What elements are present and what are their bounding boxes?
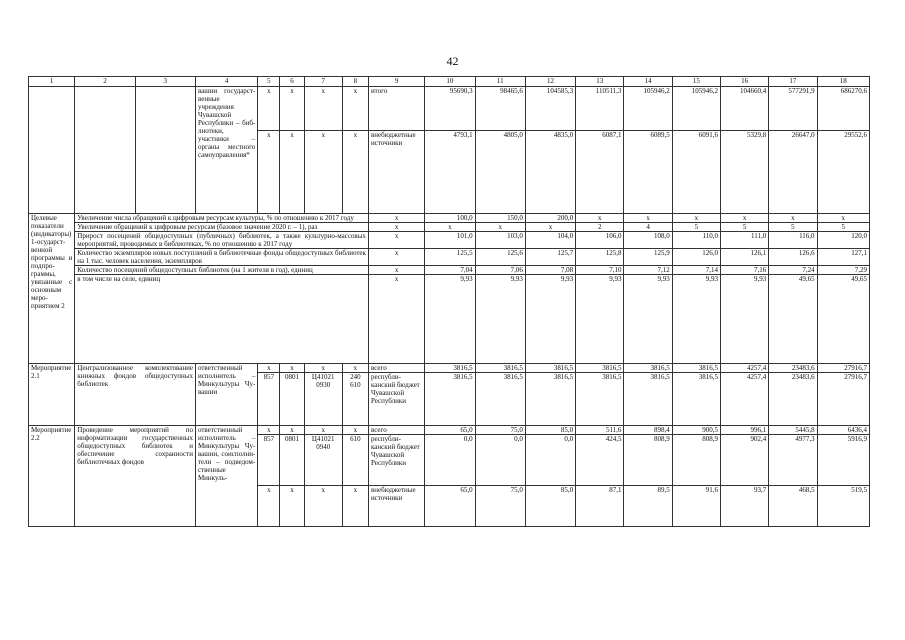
indicator-text: Увеличение обращений к цифровым ресурсам (базовое значение 2020 г. – 1), раз xyxy=(75,223,369,232)
cell: x xyxy=(368,249,424,266)
cell: x xyxy=(258,486,280,527)
col-header: 15 xyxy=(672,77,720,87)
value-cell: 5 xyxy=(769,223,817,232)
cell: x xyxy=(342,426,368,435)
cell: x xyxy=(280,486,304,527)
col-header: 6 xyxy=(280,77,304,87)
value-cell: 3816,5 xyxy=(475,364,525,373)
cell: x xyxy=(258,364,280,373)
value-cell: 0,0 xyxy=(525,435,575,486)
value-cell: 98465,6 xyxy=(475,87,525,131)
participants-cell: вашии государственные учреждения Чувашской Республики – библиотеки, участники – органы местного самоуправления* xyxy=(195,87,257,214)
event-row xyxy=(29,426,870,435)
cell: 240 610 xyxy=(342,373,368,426)
indicator-row xyxy=(29,266,870,275)
column-number-row xyxy=(29,77,870,87)
value-cell: 100,0 xyxy=(425,214,475,223)
event-name: Централизованное комплектование книжных фондов общедоступных библиотек xyxy=(75,364,196,426)
value-cell: 125,6 xyxy=(475,249,525,266)
value-cell: 7,08 xyxy=(525,266,575,275)
value-cell: 7,14 xyxy=(672,266,720,275)
value-cell: 511,6 xyxy=(576,426,624,435)
value-cell: 519,5 xyxy=(817,486,869,527)
indicator-text: Количество экземпляров новых поступлений в библиотечные фонды общедоступных библиотек на 1 тыс. человек населения, экземпляров xyxy=(75,249,369,266)
funding-source: итого xyxy=(368,87,424,131)
value-cell: 4257,4 xyxy=(721,364,769,373)
value-cell: 3816,5 xyxy=(576,364,624,373)
value-cell: 125,7 xyxy=(525,249,575,266)
value-cell: x xyxy=(624,214,672,223)
value-cell: 6091,6 xyxy=(672,130,720,213)
cell: 0801 xyxy=(280,435,304,486)
value-cell: 9,93 xyxy=(576,275,624,364)
event-label: Мероприятие 2.1 xyxy=(29,364,75,426)
col-header: 12 xyxy=(525,77,575,87)
value-cell: 5 xyxy=(817,223,869,232)
value-cell: 105946,2 xyxy=(624,87,672,131)
value-cell: 49,65 xyxy=(769,275,817,364)
value-cell: 0,0 xyxy=(475,435,525,486)
value-cell: 103,0 xyxy=(475,232,525,249)
col-header: 13 xyxy=(576,77,624,87)
value-cell: 65,0 xyxy=(425,486,475,527)
cell: x xyxy=(280,130,304,213)
col-header: 11 xyxy=(475,77,525,87)
cell: x xyxy=(368,223,424,232)
indicator-row xyxy=(29,232,870,249)
value-cell: 7,06 xyxy=(475,266,525,275)
value-cell: 49,65 xyxy=(817,275,869,364)
cell: x xyxy=(368,214,424,223)
value-cell: 5 xyxy=(672,223,720,232)
col-header: 4 xyxy=(195,77,257,87)
funding-source: всего xyxy=(368,364,424,373)
value-cell: 9,93 xyxy=(721,275,769,364)
value-cell: 4977,3 xyxy=(769,435,817,486)
value-cell: 85,0 xyxy=(525,486,575,527)
event-responsible: ответственный исполнитель – Минкультуры Чувашии xyxy=(195,364,257,426)
value-cell: 5916,9 xyxy=(817,435,869,486)
cell: x xyxy=(304,130,342,213)
value-cell: 9,93 xyxy=(475,275,525,364)
value-cell: 95690,3 xyxy=(425,87,475,131)
value-cell: 125,9 xyxy=(624,249,672,266)
event-row xyxy=(29,364,870,373)
value-cell: 424,5 xyxy=(576,435,624,486)
col-header: 10 xyxy=(425,77,475,87)
cell: x xyxy=(368,232,424,249)
cell: Ц41021 0930 xyxy=(304,373,342,426)
value-cell: 75,0 xyxy=(475,426,525,435)
col-header: 5 xyxy=(258,77,280,87)
indicators-label: Целевые показатели (индикаторы) 1-осударственной программы и подпрограммы, увязанные с основным мероприятием 2 xyxy=(29,214,75,364)
value-cell: 111,0 xyxy=(721,232,769,249)
event-responsible: ответственный исполнитель – Минкультуры Чувашии, соисполнители – подведомственные Минкуль- xyxy=(195,426,257,527)
value-cell: x xyxy=(425,223,475,232)
value-cell: 104,0 xyxy=(525,232,575,249)
value-cell: 5329,8 xyxy=(721,130,769,213)
indicator-text: Количество посещений общедоступных библиотек (на 1 жителя в год), единиц xyxy=(75,266,369,275)
value-cell: 3816,5 xyxy=(475,373,525,426)
value-cell: 29552,6 xyxy=(817,130,869,213)
cell: x xyxy=(258,87,280,131)
value-cell: 468,5 xyxy=(769,486,817,527)
value-cell: 26647,0 xyxy=(769,130,817,213)
cell: x xyxy=(342,130,368,213)
value-cell: 75,0 xyxy=(475,486,525,527)
indicator-text: Увеличение числа обращений к цифровым ресурсам культуры, % по отношению к 2017 году xyxy=(75,214,369,223)
value-cell: 3816,5 xyxy=(624,373,672,426)
value-cell: 9,93 xyxy=(624,275,672,364)
value-cell: x xyxy=(721,214,769,223)
value-cell: 6087,1 xyxy=(576,130,624,213)
cell: x xyxy=(304,364,342,373)
col-header: 18 xyxy=(817,77,869,87)
cell: 857 xyxy=(258,373,280,426)
table-row xyxy=(29,87,870,131)
value-cell: 4835,0 xyxy=(525,130,575,213)
cell: x xyxy=(342,486,368,527)
value-cell: 4793,1 xyxy=(425,130,475,213)
value-cell: x xyxy=(672,214,720,223)
value-cell: 996,1 xyxy=(721,426,769,435)
value-cell: 200,0 xyxy=(525,214,575,223)
value-cell: 3816,5 xyxy=(576,373,624,426)
value-cell: x xyxy=(769,214,817,223)
value-cell: 6436,4 xyxy=(817,426,869,435)
page-number: 42 xyxy=(446,54,459,68)
funding-source: республиканский бюджет Чувашской Республики xyxy=(368,435,424,486)
value-cell: 808,9 xyxy=(624,435,672,486)
value-cell: 127,1 xyxy=(817,249,869,266)
value-cell: 150,0 xyxy=(475,214,525,223)
indicator-text: Прирост посещений общедоступных (публичных) библиотек, а также культурно-массовых мероприятий, проводимых в библиотеках, % по отношению к 2017 году xyxy=(75,232,369,249)
value-cell: 577291,9 xyxy=(769,87,817,131)
col-header: 7 xyxy=(304,77,342,87)
value-cell: 3816,5 xyxy=(672,364,720,373)
cell: x xyxy=(368,266,424,275)
value-cell: 7,04 xyxy=(425,266,475,275)
value-cell: 23483,6 xyxy=(769,364,817,373)
cell: Ц41021 0940 xyxy=(304,435,342,486)
value-cell: 108,0 xyxy=(624,232,672,249)
value-cell: 898,4 xyxy=(624,426,672,435)
value-cell: 9,93 xyxy=(525,275,575,364)
value-cell: x xyxy=(475,223,525,232)
value-cell: 5445,8 xyxy=(769,426,817,435)
cell: x xyxy=(304,87,342,131)
cell: x xyxy=(258,426,280,435)
value-cell: 7,29 xyxy=(817,266,869,275)
value-cell: 23483,6 xyxy=(769,373,817,426)
value-cell: 120,0 xyxy=(817,232,869,249)
cell: 0801 xyxy=(280,373,304,426)
funding-source: республиканский бюджет Чувашской Республики xyxy=(368,373,424,426)
value-cell: 6089,5 xyxy=(624,130,672,213)
cell: x xyxy=(258,130,280,213)
value-cell: 93,7 xyxy=(721,486,769,527)
value-cell: 104585,3 xyxy=(525,87,575,131)
col-header: 17 xyxy=(769,77,817,87)
indicator-row xyxy=(29,275,870,364)
value-cell: 110,0 xyxy=(672,232,720,249)
value-cell: 3816,5 xyxy=(525,373,575,426)
value-cell: 91,6 xyxy=(672,486,720,527)
value-cell: 902,4 xyxy=(721,435,769,486)
funding-source: всего xyxy=(368,426,424,435)
value-cell: 3816,5 xyxy=(672,373,720,426)
col-header: 16 xyxy=(721,77,769,87)
event-name: Проведение мероприятий по информатизации государственных общедоступных библиотек и обеспечение сохранности библиотечных фондов xyxy=(75,426,196,527)
value-cell: 900,5 xyxy=(672,426,720,435)
cell: 857 xyxy=(258,435,280,486)
value-cell: 87,1 xyxy=(576,486,624,527)
value-cell: 116,0 xyxy=(769,232,817,249)
value-cell: 27916,7 xyxy=(817,364,869,373)
value-cell: 126,1 xyxy=(721,249,769,266)
funding-source: внебюджетные источники xyxy=(368,130,424,213)
value-cell: 2 xyxy=(576,223,624,232)
col-header: 14 xyxy=(624,77,672,87)
value-cell: 7,24 xyxy=(769,266,817,275)
value-cell: 101,0 xyxy=(425,232,475,249)
value-cell: 110511,3 xyxy=(576,87,624,131)
value-cell: 4257,4 xyxy=(721,373,769,426)
col-header: 1 xyxy=(29,77,75,87)
value-cell: 105946,2 xyxy=(672,87,720,131)
value-cell: 686270,6 xyxy=(817,87,869,131)
indicator-row xyxy=(29,214,870,223)
funding-source: внебюджетные источники xyxy=(368,486,424,527)
value-cell: 808,9 xyxy=(672,435,720,486)
value-cell: 9,93 xyxy=(672,275,720,364)
value-cell: 85,0 xyxy=(525,426,575,435)
cell: x xyxy=(368,275,424,364)
col-header: 2 xyxy=(75,77,135,87)
value-cell: 125,8 xyxy=(576,249,624,266)
value-cell: 4805,0 xyxy=(475,130,525,213)
value-cell: 125,5 xyxy=(425,249,475,266)
cell: x xyxy=(304,486,342,527)
value-cell: 65,0 xyxy=(425,426,475,435)
value-cell: 0,0 xyxy=(425,435,475,486)
col-header: 8 xyxy=(342,77,368,87)
value-cell: 3816,5 xyxy=(425,373,475,426)
value-cell: 7,16 xyxy=(721,266,769,275)
value-cell: x xyxy=(576,214,624,223)
value-cell: 3816,5 xyxy=(425,364,475,373)
value-cell: 104660,4 xyxy=(721,87,769,131)
value-cell: 5 xyxy=(721,223,769,232)
col-header: 3 xyxy=(135,77,195,87)
cell: x xyxy=(280,426,304,435)
cell: x xyxy=(280,87,304,131)
value-cell: 27916,7 xyxy=(817,373,869,426)
cell: 610 xyxy=(342,435,368,486)
value-cell: x xyxy=(525,223,575,232)
value-cell: 3816,5 xyxy=(624,364,672,373)
budget-table xyxy=(28,76,870,527)
indicator-row xyxy=(29,223,870,232)
value-cell: 89,5 xyxy=(624,486,672,527)
cell: x xyxy=(304,426,342,435)
value-cell: 4 xyxy=(624,223,672,232)
event-label: Мероприятие 2.2 xyxy=(29,426,75,527)
cell: x xyxy=(342,87,368,131)
value-cell: 126,0 xyxy=(672,249,720,266)
indicator-row xyxy=(29,249,870,266)
value-cell: x xyxy=(817,214,869,223)
cell: x xyxy=(342,364,368,373)
value-cell: 7,12 xyxy=(624,266,672,275)
value-cell: 9,93 xyxy=(425,275,475,364)
value-cell: 7,10 xyxy=(576,266,624,275)
value-cell: 106,0 xyxy=(576,232,624,249)
col-header: 9 xyxy=(368,77,424,87)
cell: x xyxy=(280,364,304,373)
indicator-text: в том числе на селе, единиц xyxy=(75,275,369,364)
value-cell: 3816,5 xyxy=(525,364,575,373)
value-cell: 126,6 xyxy=(769,249,817,266)
